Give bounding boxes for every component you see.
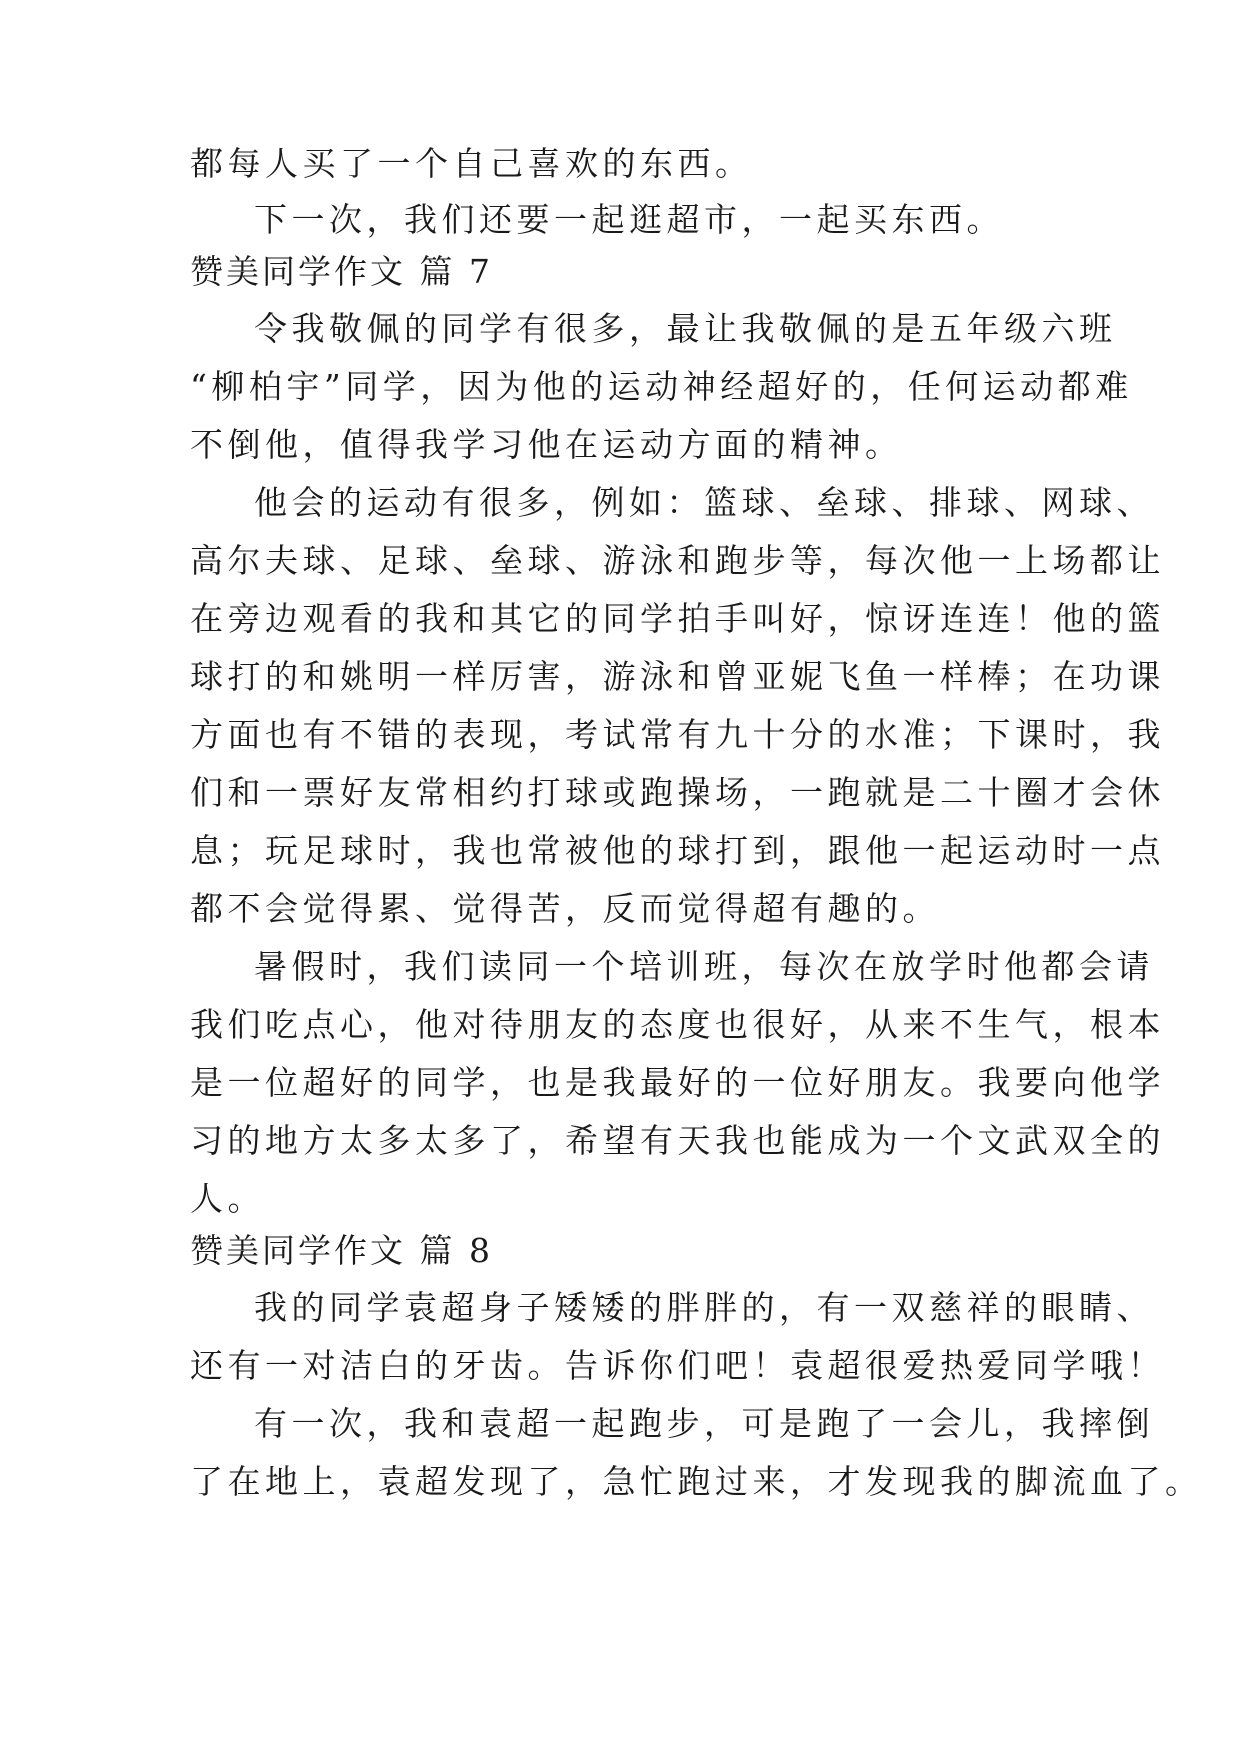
paragraph-line: “柳柏宇”同学，因为他的运动神经超好的，任何运动都难 [190, 367, 1133, 406]
paragraph-line: 们和一票好友常相约打球或跑操场，一跑就是二十圈才会休 [190, 773, 1165, 812]
paragraph-line: 不倒他，值得我学习他在运动方面的精神。 [190, 425, 903, 464]
paragraph-line: 还有一对洁白的牙齿。告诉你们吧！袁超很爱热爱同学哦！ [190, 1346, 1165, 1385]
paragraph-line: 球打的和姚明一样厉害，游泳和曾亚妮飞鱼一样棒；在功课 [190, 657, 1165, 696]
paragraph-line: 我们吃点心，他对待朋友的态度也很好，从来不生气，根本 [190, 1005, 1165, 1044]
paragraph-line: 方面也有不错的表现，考试常有九十分的水准；下课时，我 [190, 715, 1165, 754]
paragraph-line: 习的地方太多太多了，希望有天我也能成为一个文武双全的 [190, 1121, 1165, 1160]
paragraph-first-line: 暑假时，我们读同一个培训班，每次在放学时他都会请 [254, 947, 1154, 986]
paragraph-line: 都不会觉得累、觉得苦，反而觉得超有趣的。 [190, 889, 940, 928]
paragraph-line: 是一位超好的同学，也是我最好的一位好朋友。我要向他学 [190, 1063, 1165, 1102]
paragraph-first-line: 下一次，我们还要一起逛超市，一起买东西。 [254, 200, 1004, 239]
paragraph-first-line: 他会的运动有很多，例如：篮球、垒球、排球、网球、 [254, 483, 1154, 522]
paragraph-first-line: 有一次，我和袁超一起跑步，可是跑了一会儿，我摔倒 [254, 1404, 1154, 1443]
paragraph-line: 人。 [190, 1179, 265, 1218]
section-heading-7: 赞美同学作文 篇 7 [190, 252, 493, 291]
section-heading-8: 赞美同学作文 篇 8 [190, 1231, 493, 1270]
paragraph-line: 都每人买了一个自己喜欢的东西。 [190, 144, 753, 183]
paragraph-line: 在旁边观看的我和其它的同学拍手叫好，惊讶连连！他的篮 [190, 599, 1165, 638]
paragraph-line: 息；玩足球时，我也常被他的球打到，跟他一起运动时一点 [190, 831, 1165, 870]
paragraph-first-line: 令我敬佩的同学有很多，最让我敬佩的是五年级六班 [254, 309, 1117, 348]
paragraph-line: 了在地上，袁超发现了，急忙跑过来，才发现我的脚流血了。 [190, 1462, 1203, 1501]
paragraph-first-line: 我的同学袁超身子矮矮的胖胖的，有一双慈祥的眼睛、 [254, 1288, 1154, 1327]
paragraph-line: 高尔夫球、足球、垒球、游泳和跑步等，每次他一上场都让 [190, 541, 1165, 580]
